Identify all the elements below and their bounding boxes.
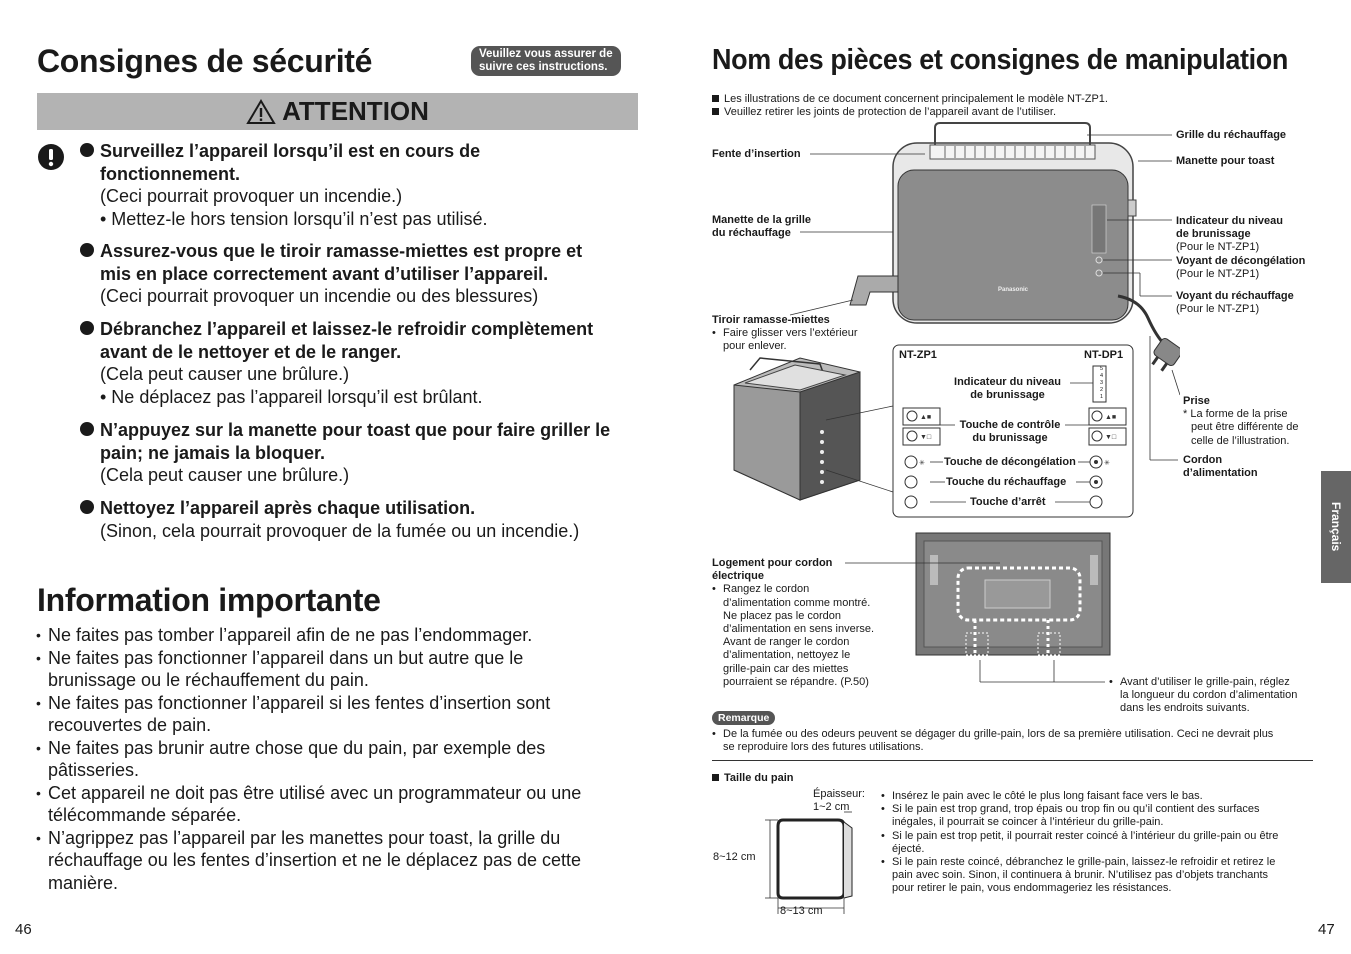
mandatory-icon [38,144,64,175]
bullet-dot [80,422,94,436]
label-cordon: Cordon d’alimentation [1183,454,1258,480]
attention-banner [37,93,638,130]
width-dim: 8~13 cm [780,905,823,917]
badge-line-1: Veuillez vous assurer de [479,48,613,60]
label-fente: Fente d’insertion [712,148,801,160]
remarque-text: • De la fumée ou des odeurs peuvent se dégager du grille-pain, lors de sa première utilisation. Ceci ne devrait plus se reproduire lors des futures utilisations. [712,728,1322,754]
warning-text: N’appuyez sur la manette pour toast que pour faire griller le [100,420,611,440]
panel-touche-controle: Touche de contrôle du brunissage [959,419,1061,445]
level-numbers: 5 4 3 2 1 [1100,366,1104,400]
svg-text:▲■: ▲■ [920,414,932,421]
list-item: • Ne faites pas brunir autre chose que du pain, par exemple des pâtisseries. [37,737,637,782]
epaisseur-label: Épaisseur: 1~2 cm [813,788,865,814]
panel-touche-decong: Touche de décongélation [944,456,1076,468]
label-prise: Prise * La forme de la prise peut être différente de celle de l’illustration. [1183,395,1299,447]
avant-note: • Avant d’utiliser le grille-pain, réglez la longueur du cordon d’alimentation dans les endroits suivants. [1109,676,1297,716]
model-dp1: NT-DP1 [1084,349,1124,361]
attention-label: ATTENTION [282,96,429,126]
warning-text: avant de le nettoyer et de le ranger. [100,341,402,362]
model-zp1: NT-ZP1 [899,349,937,361]
taille-bullets: • Insérez le pain avec le côté le plus long faisant face vers le bas. • Si le pain est trop grand, trop épais ou trop fin ou qu’il contient des surfaces inégales, il pourrait se coincer à l’intérieur du grille-pain. • Si le pain est trop petit, il pourrait rester coincé à l’intérieur du grille-pain ou être éjecté. • Si le pain reste coincé, débranchez le grille-pain, laissez-le refroidir et retirez le pain avec soin. Sinon, il continuera à brunir. N’utilisez pas d’objets tranchants pour retirer le pain, vous endommageriez les résistances. [881,790,1321,896]
page-number-right: 47 [1318,921,1335,938]
list-item: • Ne faites pas tomber l’appareil afin de ne pas l’endommager. [37,624,637,647]
warning-note: (Ceci pourrait provoquer un incendie.) [100,186,403,206]
warning-triangle-icon [246,99,276,125]
warning-text: Assurez-vous que le tiroir ramasse-miettes est propre et [100,241,583,261]
list-item: • N’agrippez pas l’appareil par les manettes pour toast, la grille du réchauffage ou les fentes d’insertion et ne le déplacez pas de cette manière. [37,827,637,895]
taille-title: Taille du pain [712,772,793,785]
warning-2 [100,240,645,308]
divider [712,760,1313,761]
warning-text: Nettoyez l’appareil après chaque utilisation. [100,498,476,518]
label-manette-toast: Manette pour toast [1176,155,1275,167]
svg-text:▼□: ▼□ [920,434,932,441]
logement-block: Logement pour cordon électrique • Rangez le cordon d’alimentation comme montré. Ne placez pas le cordon d’alimentation en sens inverse. Avant de ranger le cordon d’alimentation, nettoyez le grille-pain car des miettes pourraient se répandre. (P.50) [712,557,912,689]
label-tiroir: Tiroir ramasse-miettes • Faire glisser vers l’extérieur pour enlever. [712,314,857,354]
safety-title: Consignes de sécurité [37,43,373,79]
svg-text:▼□: ▼□ [1105,434,1117,441]
note-1: Les illustrations de ce document concernent principalement le modèle NT-ZP1. [712,93,1108,106]
panel-touche-arret: Touche d’arrêt [970,496,1046,508]
note-2: Veuillez retirer les joints de protection de l’appareil avant de l’utiliser. [712,106,1056,119]
svg-text:✳: ✳ [1104,460,1110,467]
label-voyant-rech: Voyant du réchauffage (Pour le NT-ZP1) [1176,290,1294,316]
warning-note: • Ne déplacez pas l’appareil lorsqu’il est brûlant. [100,386,483,407]
instructions-badge [471,46,621,76]
label-indicateur: Indicateur du niveau de brunissage (Pour le NT-ZP1) Voyant de décongélation (Pour le NT-ZP1) [1176,215,1306,280]
warning-note: (Ceci pourrait provoquer un incendie ou des blessures) [100,286,539,306]
svg-text:▲■: ▲■ [1105,414,1117,421]
info-title: Information importante [37,582,381,618]
warning-note: (Cela peut causer une brûlure.) [100,465,350,485]
panel-indicateur: Indicateur du niveau de brunissage [954,376,1061,402]
bullet-dot [80,143,94,157]
remarque-badge: Remarque [712,711,775,725]
warning-text: Débranchez l’appareil et laissez-le refroidir complètement [100,319,594,339]
height-dim: 8~12 cm [713,851,756,863]
page-number-left: 46 [15,921,32,938]
warning-text: fonctionnement. [100,163,240,184]
list-item: • Ne faites pas fonctionner l’appareil si les fentes d’insertion sont recouvertes de pain. [37,692,637,737]
bullet-dot [80,243,94,257]
warning-note: (Cela peut causer une brûlure.) [100,364,350,384]
warning-1 [100,140,645,230]
label-manette-grille: Manette de la grille du réchauffage [712,214,812,240]
warning-3 [100,318,645,408]
brand-logo: Panasonic [998,287,1029,293]
list-item: • Ne faites pas fonctionner l’appareil dans un but autre que le brunissage ou le réchauffement du pain. [37,647,637,692]
warning-note: • Mettez-le hors tension lorsqu’il n’est pas utilisé. [100,208,488,229]
panel-touche-rech: Touche du réchauffage [946,476,1067,488]
bullet-dot [80,500,94,514]
info-list [37,624,637,894]
language-tab[interactable]: Français [1321,471,1351,583]
parts-title: Nom des pièces et consignes de manipulation [712,44,1288,76]
warning-4 [100,419,645,487]
svg-text:✳: ✳ [919,460,925,467]
label-grille: Grille du réchauffage [1176,129,1287,141]
warning-5 [100,497,645,542]
warning-text: pain; ne jamais la bloquer. [100,442,326,463]
badge-line-2: suivre ces instructions. [479,61,608,73]
bullet-dot [80,321,94,335]
list-item: • Cet appareil ne doit pas être utilisé avec un programmateur ou une télécommande séparée. [37,782,637,827]
warning-note: (Sinon, cela pourrait provoquer de la fumée ou un incendie.) [100,520,580,541]
warning-text: Surveillez l’appareil lorsqu’il est en cours de [100,141,481,161]
warning-text: mis en place correctement avant d’utiliser l’appareil. [100,263,549,284]
